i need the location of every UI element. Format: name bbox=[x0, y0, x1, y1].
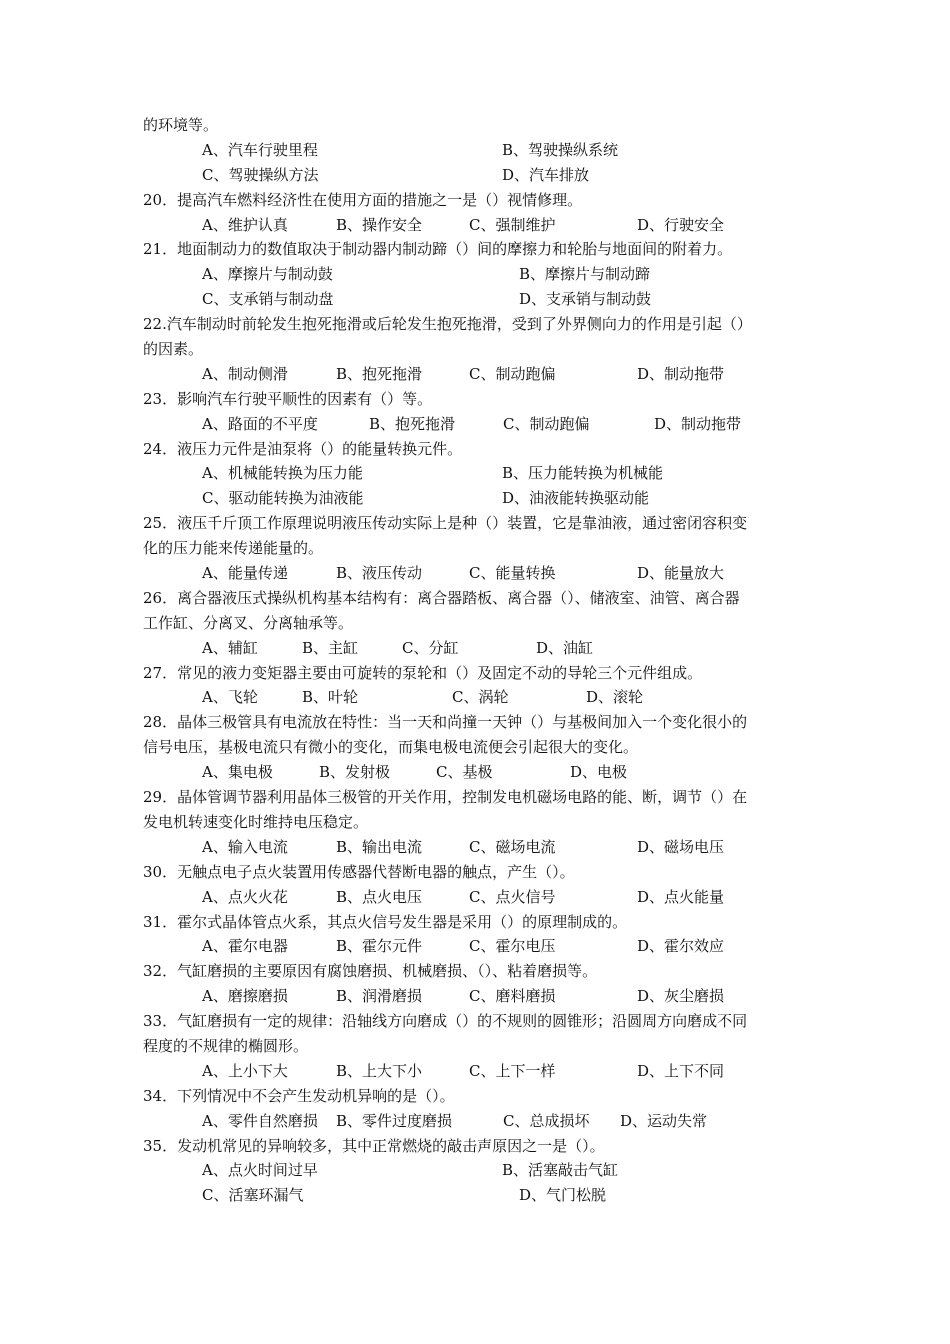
answer-option: D、电极 bbox=[570, 763, 628, 782]
question-item bbox=[143, 910, 813, 960]
option-row bbox=[143, 1183, 813, 1208]
answer-option: A、汽车行驶里程 bbox=[202, 140, 318, 159]
question-stem-line: 程度的不规律的椭圆形。 bbox=[143, 1036, 309, 1055]
answer-option: C、制动跑偏 bbox=[469, 364, 556, 383]
question-stem-line: 29．晶体管调节器利用晶体三极管的开关作用，控制发电机磁场电路的能、断，调节（）在 bbox=[143, 788, 748, 807]
answer-option: D、霍尔效应 bbox=[637, 937, 725, 956]
option-row bbox=[143, 885, 813, 910]
answer-option: C、强制维护 bbox=[469, 215, 556, 234]
question-item bbox=[143, 1134, 813, 1209]
option-row bbox=[143, 362, 813, 387]
answer-option: A、霍尔电器 bbox=[202, 937, 288, 956]
question-item bbox=[143, 188, 813, 238]
option-row bbox=[143, 835, 813, 860]
answer-option: D、点火能量 bbox=[637, 887, 725, 906]
question-stem-line: 工作缸、分离叉、分离轴承等。 bbox=[143, 613, 354, 632]
option-row bbox=[143, 984, 813, 1009]
answer-option: B、驾驶操纵系统 bbox=[502, 140, 619, 159]
question-stem-line: 22.汽车制动时前轮发生抱死拖滑或后轮发生抱死拖滑，受到了外界侧向力的作用是引起（） bbox=[143, 315, 752, 334]
answer-option: D、制动拖带 bbox=[654, 414, 742, 433]
answer-option: B、点火电压 bbox=[336, 887, 423, 906]
question-item bbox=[143, 437, 813, 512]
question-item bbox=[143, 387, 813, 437]
question-item bbox=[143, 138, 813, 188]
answer-option: B、活塞敲击气缸 bbox=[502, 1161, 619, 1180]
answer-option: C、霍尔电压 bbox=[469, 937, 556, 956]
option-row bbox=[143, 934, 813, 959]
question-item bbox=[143, 586, 813, 661]
answer-option: D、运动失常 bbox=[620, 1111, 708, 1130]
answer-option: B、液压传动 bbox=[336, 564, 423, 583]
answer-option: B、叶轮 bbox=[302, 688, 359, 707]
question-stem-line: 35．发动机常见的异响较多，其中正常燃烧的敲击声原因之一是（）。 bbox=[143, 1136, 605, 1155]
answer-option: A、零件自然磨损 bbox=[202, 1111, 318, 1130]
question-item bbox=[143, 785, 813, 860]
answer-option: C、磁场电流 bbox=[469, 837, 556, 856]
answer-option: D、支承销与制动鼓 bbox=[519, 290, 652, 309]
option-row bbox=[143, 1059, 813, 1084]
answer-option: B、润滑磨损 bbox=[336, 987, 423, 1006]
option-row bbox=[143, 213, 813, 238]
question-stem-line: 21．地面制动力的数值取决于制动器内制动蹄（）间的摩擦力和轮胎与地面间的附着力。 bbox=[143, 240, 733, 259]
question-item bbox=[143, 860, 813, 910]
option-row bbox=[143, 287, 813, 312]
answer-option: C、涡轮 bbox=[452, 688, 509, 707]
answer-option: D、气门松脱 bbox=[519, 1186, 607, 1205]
question-stem-line: 27．常见的液力变矩器主要由可旋转的泵轮和（）及固定不动的导轮三个元件组成。 bbox=[143, 663, 703, 682]
option-row bbox=[143, 636, 813, 661]
answer-option: C、磨料磨损 bbox=[469, 987, 556, 1006]
answer-option: B、霍尔元件 bbox=[336, 937, 423, 956]
answer-option: A、点火时间过早 bbox=[202, 1161, 318, 1180]
answer-option: D、磁场电压 bbox=[637, 837, 725, 856]
answer-option: C、分缸 bbox=[402, 638, 459, 657]
answer-option: D、滚轮 bbox=[586, 688, 644, 707]
question-stem-line: 发电机转速变化时维持电压稳定。 bbox=[143, 812, 369, 831]
question-item bbox=[143, 312, 813, 387]
answer-option: A、飞轮 bbox=[202, 688, 258, 707]
question-item bbox=[143, 1084, 813, 1134]
question-item bbox=[143, 710, 813, 785]
question-stem-line: 32．气缸磨损的主要原因有腐蚀磨损、机械磨损、（）、粘着磨损等。 bbox=[143, 962, 598, 981]
answer-option: A、维护认真 bbox=[202, 215, 288, 234]
answer-option: C、基极 bbox=[436, 763, 493, 782]
question-item bbox=[143, 1009, 813, 1084]
question-stem-line: 的因素。 bbox=[143, 340, 204, 359]
answer-option: B、抱死拖滑 bbox=[369, 414, 456, 433]
option-row bbox=[143, 163, 813, 188]
answer-option: A、输入电流 bbox=[202, 837, 288, 856]
answer-option: C、活塞环漏气 bbox=[202, 1186, 304, 1205]
option-row bbox=[143, 138, 813, 163]
answer-option: C、制动跑偏 bbox=[503, 414, 590, 433]
question-item bbox=[143, 511, 813, 586]
answer-option: D、油缸 bbox=[536, 638, 594, 657]
answer-option: B、抱死拖滑 bbox=[336, 364, 423, 383]
answer-option: C、总成损坏 bbox=[503, 1111, 590, 1130]
answer-option: D、制动拖带 bbox=[637, 364, 725, 383]
question-stem-line: 24．液压力元件是油泵将（）的能量转换元件。 bbox=[143, 439, 463, 458]
answer-option: A、机械能转换为压力能 bbox=[202, 464, 363, 483]
answer-option: A、点火火花 bbox=[202, 887, 288, 906]
question-stem-line: 33．气缸磨损有一定的规律：沿轴线方向磨成（）的不规则的圆锥形；沿圆周方向磨成不同 bbox=[143, 1012, 748, 1031]
question-stem-line: 34．下列情况中不会产生发动机异响的是（）。 bbox=[143, 1086, 455, 1105]
answer-option: C、支承销与制动盘 bbox=[202, 290, 334, 309]
answer-option: A、能量传递 bbox=[202, 564, 288, 583]
answer-option: B、压力能转换为机械能 bbox=[502, 464, 664, 483]
answer-option: C、上下一样 bbox=[469, 1061, 556, 1080]
question-stem-line: 31．霍尔式晶体管点火系，其点火信号发生器是采用（）的原理制成的。 bbox=[143, 912, 628, 931]
option-row bbox=[143, 760, 813, 785]
answer-option: C、驱动能转换为油液能 bbox=[202, 489, 364, 508]
answer-option: A、路面的不平度 bbox=[202, 414, 318, 433]
question-stem-line: 26．离合器液压式操纵机构基本结构有：离合器踏板、离合器（）、储液室、油管、离合器 bbox=[143, 588, 740, 607]
answer-option: B、输出电流 bbox=[336, 837, 423, 856]
option-row bbox=[143, 1158, 813, 1183]
question-stem-line: 23．影响汽车行驶平顺性的因素有（）等。 bbox=[143, 389, 433, 408]
question-stem-line: 信号电压，基极电流只有微小的变化，而集电极电流便会引起很大的变化。 bbox=[143, 738, 639, 757]
answer-option: B、摩擦片与制动蹄 bbox=[519, 265, 651, 284]
document-page bbox=[143, 113, 813, 1208]
answer-option: A、摩擦片与制动鼓 bbox=[202, 265, 333, 284]
answer-option: A、辅缸 bbox=[202, 638, 258, 657]
answer-option: B、操作安全 bbox=[336, 215, 423, 234]
answer-option: A、集电极 bbox=[202, 763, 273, 782]
answer-option: D、上下不同 bbox=[637, 1061, 725, 1080]
option-row bbox=[143, 461, 813, 486]
answer-option: C、驾驶操纵方法 bbox=[202, 165, 319, 184]
answer-option: A、制动侧滑 bbox=[202, 364, 288, 383]
answer-option: B、上大下小 bbox=[336, 1061, 423, 1080]
option-row bbox=[143, 486, 813, 511]
answer-option: B、发射极 bbox=[319, 763, 391, 782]
answer-option: D、油液能转换驱动能 bbox=[502, 489, 650, 508]
option-row bbox=[143, 412, 813, 437]
option-row bbox=[143, 561, 813, 586]
answer-option: C、能量转换 bbox=[469, 564, 556, 583]
answer-option: A、上小下大 bbox=[202, 1061, 288, 1080]
question-stem-line: 化的压力能来传递能量的。 bbox=[143, 539, 324, 558]
answer-option: D、汽车排放 bbox=[502, 165, 590, 184]
question-item bbox=[143, 237, 813, 312]
answer-option: B、主缸 bbox=[302, 638, 359, 657]
option-row bbox=[143, 1109, 813, 1134]
answer-option: D、行驶安全 bbox=[637, 215, 725, 234]
question-stem-line: 28．晶体三极管具有电流放在特性：当一天和尚撞一天钟（）与基极间加入一个变化很小的 bbox=[143, 713, 748, 732]
continuation-line: 的环境等。 bbox=[143, 116, 219, 134]
answer-option: A、磨擦磨损 bbox=[202, 987, 288, 1006]
question-item bbox=[143, 959, 813, 1009]
answer-option: D、能量放大 bbox=[637, 564, 725, 583]
question-stem-line: 25．液压千斤顶工作原理说明液压传动实际上是种（）装置，它是靠油液，通过密闭容积变 bbox=[143, 514, 748, 533]
answer-option: C、点火信号 bbox=[469, 887, 556, 906]
option-row bbox=[143, 262, 813, 287]
question-item bbox=[143, 661, 813, 711]
answer-option: B、零件过度磨损 bbox=[336, 1111, 453, 1130]
answer-option: D、灰尘磨损 bbox=[637, 987, 725, 1006]
question-stem-line: 30．无触点电子点火装置用传感器代替断电器的触点，产生（）。 bbox=[143, 862, 575, 881]
question-list bbox=[143, 138, 813, 1208]
option-row bbox=[143, 685, 813, 710]
question-stem-line: 20．提高汽车燃料经济性在使用方面的措施之一是（）视情修理。 bbox=[143, 190, 583, 209]
